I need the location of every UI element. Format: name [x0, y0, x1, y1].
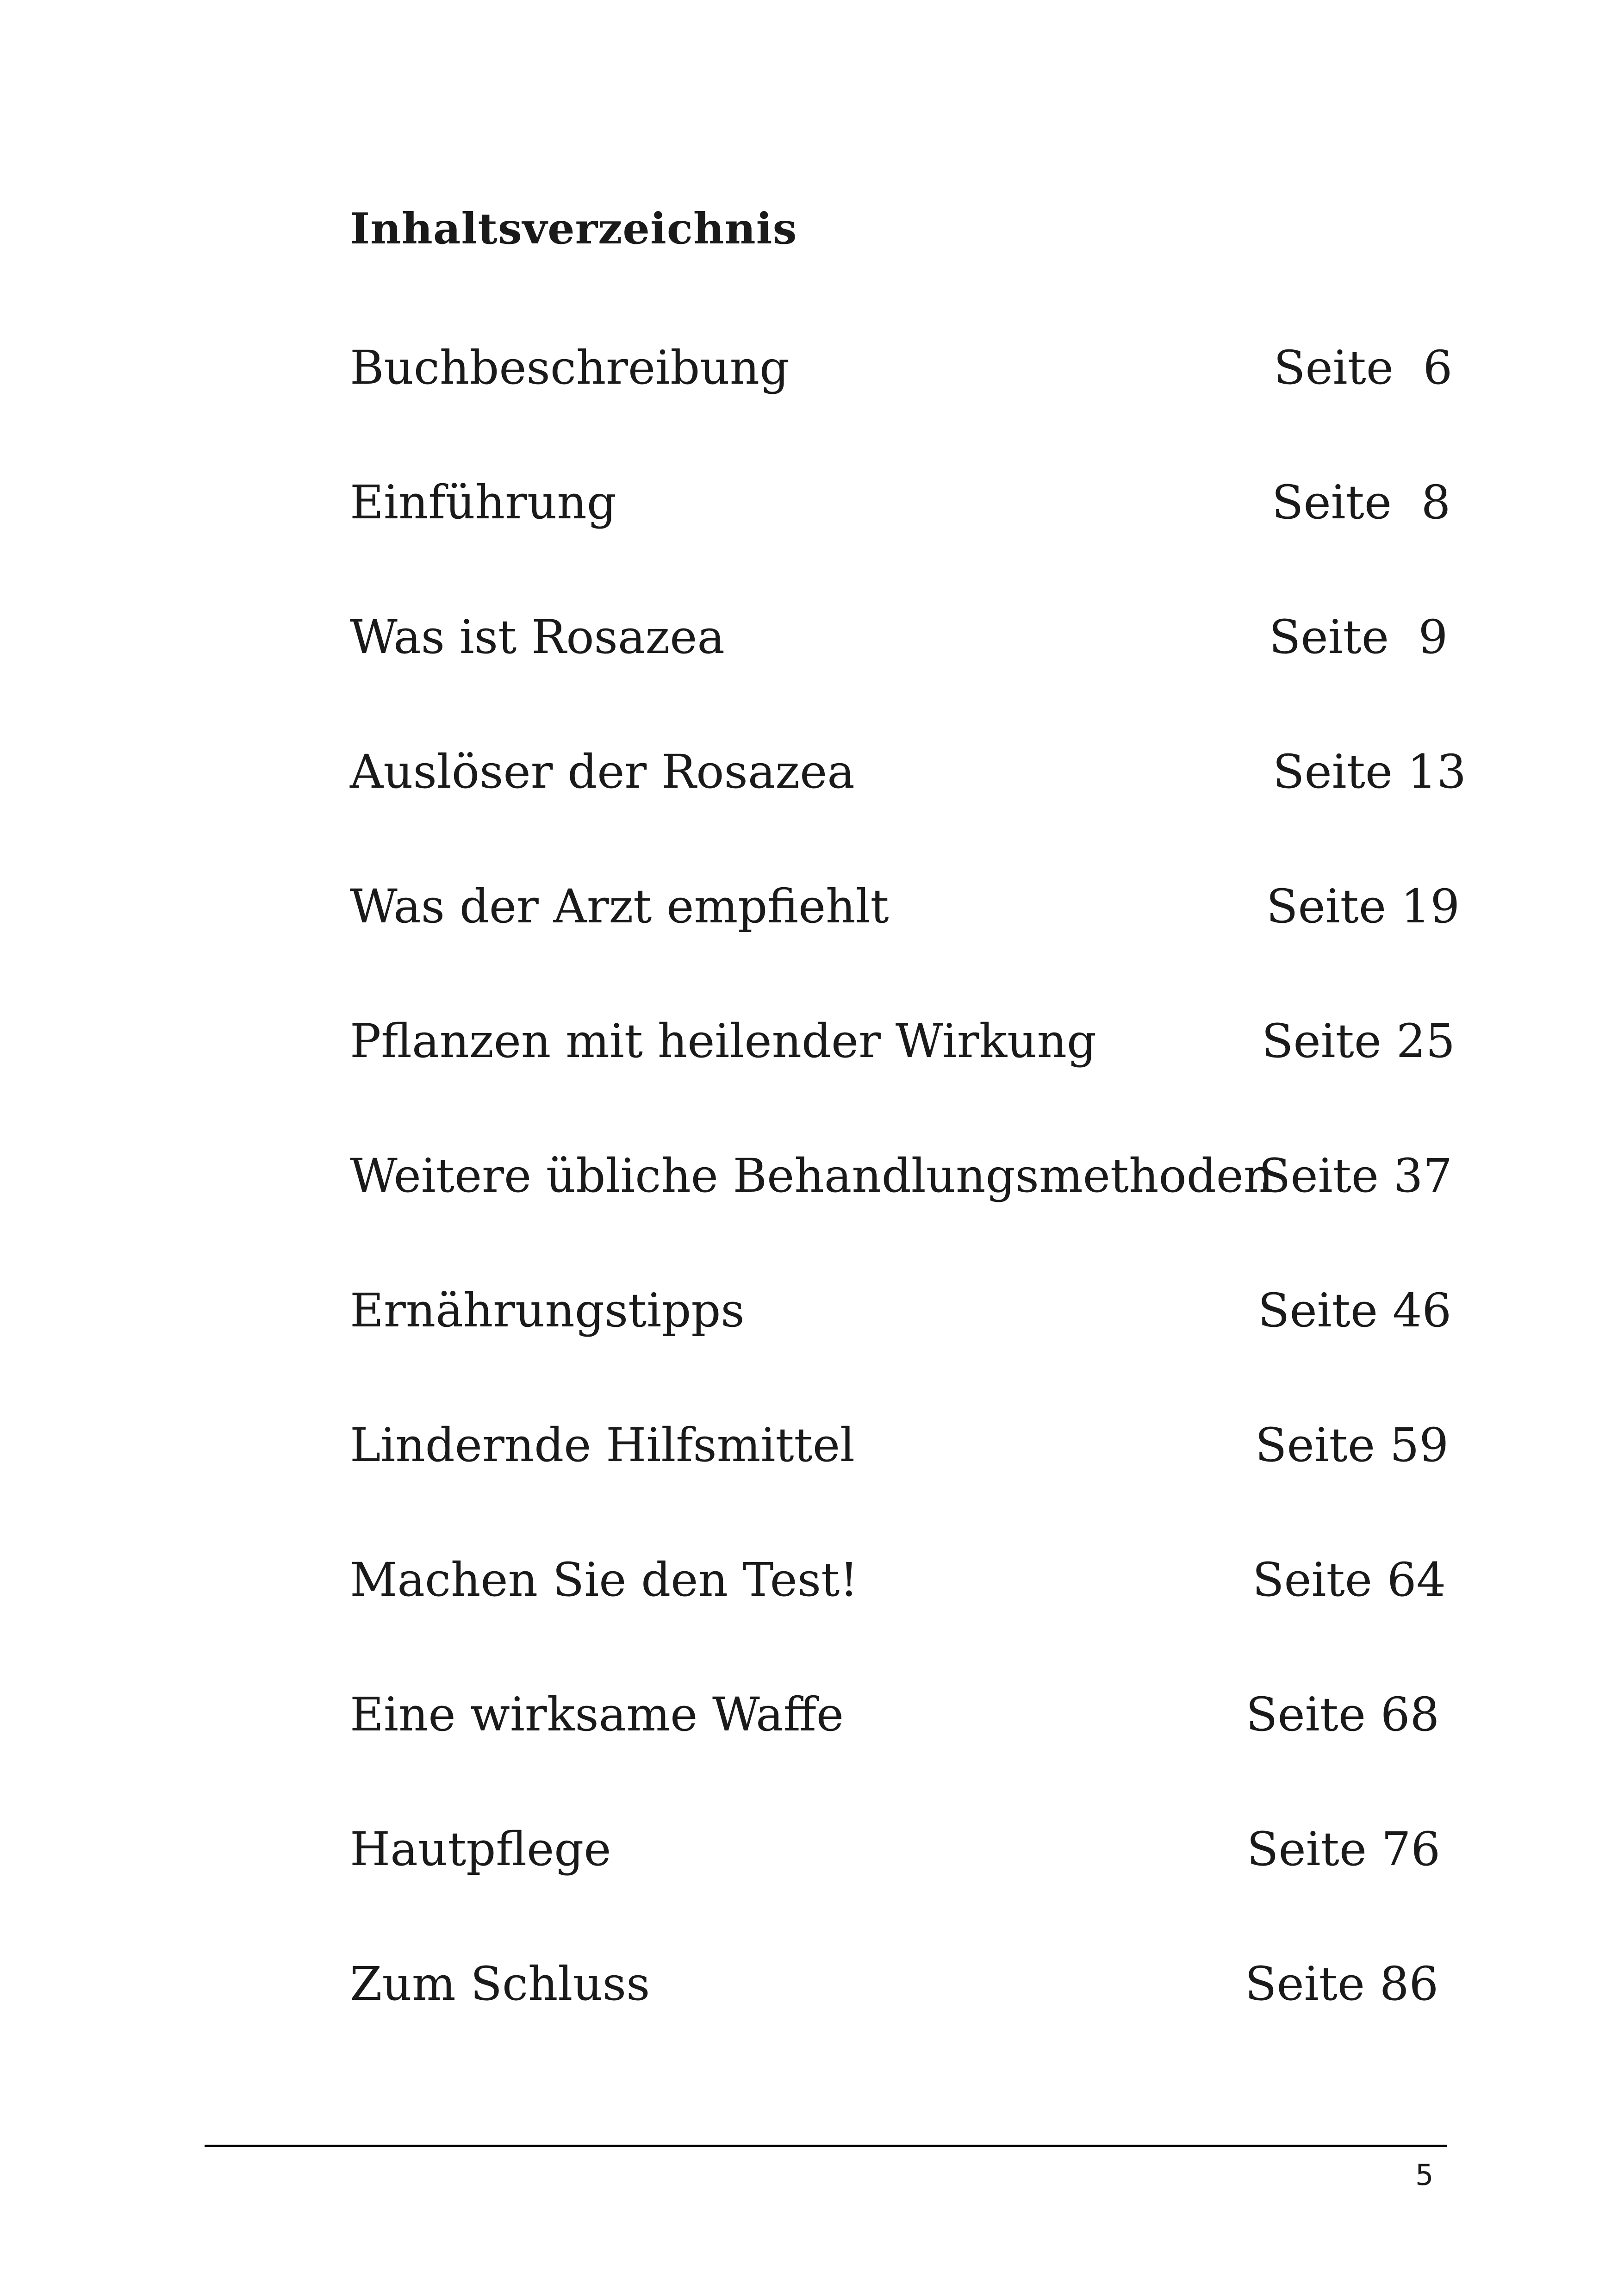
toc-entry — [350, 874, 1460, 939]
toc-entry-page: Seite 68 — [1246, 1687, 1440, 1742]
toc-entry-page: Seite 6 — [1274, 341, 1453, 395]
toc-entry — [350, 470, 1451, 535]
toc-entry-page: Seite 37 — [1259, 1149, 1453, 1203]
toc-entry — [350, 1682, 1440, 1747]
toc-entry-title: Machen Sie den Test! — [350, 1553, 859, 1607]
toc-entry-page: Seite 9 — [1269, 610, 1448, 664]
toc-entry-page: Seite 19 — [1266, 879, 1460, 933]
toc-entry-title: Auslöser der Rosazea — [350, 745, 855, 799]
toc-entry-title: Einführung — [350, 475, 616, 529]
toc-entry-title: Eine wirksame Waffe — [350, 1687, 844, 1742]
toc-entry-title: Weitere übliche Behandlungsmethoden — [350, 1149, 1274, 1203]
toc-entry — [350, 1278, 1452, 1343]
page-number: 5 — [1415, 2158, 1434, 2192]
toc-entry-page: Seite 13 — [1273, 745, 1467, 799]
toc-entry-title: Lindernde Hilfsmittel — [350, 1418, 855, 1472]
toc-entry-page: Seite 25 — [1262, 1014, 1456, 1068]
toc-entry-page: Seite 64 — [1252, 1553, 1446, 1607]
toc-entry — [350, 740, 1467, 804]
toc-entry-page: Seite 86 — [1245, 1957, 1439, 2011]
toc-entry — [350, 1009, 1456, 1074]
toc-entry-page: Seite 59 — [1255, 1418, 1449, 1472]
toc-entry — [350, 1413, 1449, 1478]
toc-entry-title: Hautpflege — [350, 1822, 611, 1876]
toc-entry — [350, 1817, 1441, 1882]
toc-entry — [350, 605, 1448, 670]
toc-entry-title: Was ist Rosazea — [350, 610, 725, 664]
toc-entry — [350, 1548, 1446, 1612]
page-title: Inhaltsverzeichnis — [350, 204, 797, 254]
toc-entry-title: Was der Arzt empfiehlt — [350, 879, 889, 933]
toc-entry — [350, 336, 1453, 400]
footer-rule — [205, 2145, 1447, 2147]
toc-entry-page: Seite 46 — [1258, 1283, 1452, 1338]
toc-entry-title: Ernährungstipps — [350, 1283, 745, 1338]
toc-entry-title: Zum Schluss — [350, 1957, 650, 2011]
toc-entry — [350, 1144, 1453, 1208]
toc-entry-page: Seite 8 — [1272, 475, 1451, 529]
toc-entry-title: Pflanzen mit heilender Wirkung — [350, 1014, 1096, 1068]
toc-entry-page: Seite 76 — [1247, 1822, 1441, 1876]
toc-entry-title: Buchbeschreibung — [350, 341, 790, 395]
toc-entry — [350, 1952, 1439, 2016]
